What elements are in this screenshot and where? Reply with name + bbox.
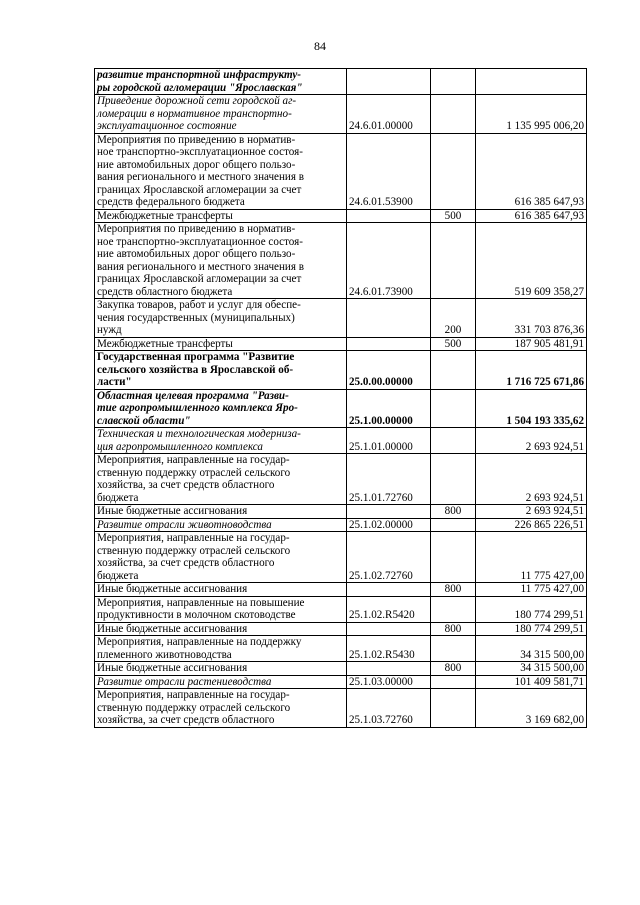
table-row: [95, 351, 587, 390]
row-name: [95, 636, 347, 662]
page-number: 84: [314, 39, 326, 53]
row-expense-type: [431, 223, 476, 299]
row-name: [95, 223, 347, 299]
row-expense-type: [431, 69, 476, 95]
row-expense-type: [431, 675, 476, 689]
row-name-line: славской области": [97, 414, 191, 427]
row-name-line: Иные бюджетные ассигнования: [97, 583, 248, 595]
row-name-line: вания регионального и местного значения в: [97, 260, 304, 273]
row-name-line: чения государственных (муниципальных): [97, 311, 295, 324]
row-code: 25.1.01.72760: [347, 454, 431, 505]
row-name: [95, 428, 347, 454]
row-name: [95, 675, 347, 689]
row-name-line: Развитие отрасли растениеводства: [97, 675, 272, 688]
table-row: [95, 505, 587, 519]
table-row: [95, 622, 587, 636]
row-name-line: сельского хозяйства в Ярославской об-: [97, 363, 294, 376]
row-code: 24.6.01.53900: [347, 133, 431, 209]
row-code: [347, 662, 431, 676]
row-name: [95, 299, 347, 338]
row-name-line: Мероприятия по приведению в норматив-: [97, 133, 296, 146]
row-name-line: Иные бюджетные ассигнования: [97, 622, 248, 635]
table-row: [95, 337, 587, 351]
row-expense-type: [431, 636, 476, 662]
row-name: [95, 351, 347, 390]
row-expense-type: 800: [431, 662, 476, 676]
row-name-line: Областная целевая программа "Разви-: [97, 389, 289, 402]
row-amount: 2 693 924,51: [476, 454, 587, 505]
row-name: [95, 596, 347, 622]
row-amount: 2 693 924,51: [476, 428, 587, 454]
row-name-line: Мероприятия, направленные на государ-: [97, 532, 290, 544]
row-amount: 1 716 725 671,86: [476, 351, 587, 390]
table-row: [95, 518, 587, 532]
row-expense-type: [431, 689, 476, 728]
row-amount: 1 135 995 006,20: [476, 95, 587, 134]
row-expense-type: 800: [431, 583, 476, 597]
row-name-line: ция агропромышленного комплекса: [97, 440, 263, 453]
row-code: 25.1.02.00000: [347, 518, 431, 532]
row-code: [347, 209, 431, 223]
row-name-line: хозяйства, за счет средств областного: [97, 557, 275, 569]
row-name-line: Межбюджетные трансферты: [97, 337, 233, 350]
row-name: [95, 583, 347, 597]
row-name-line: вания регионального и местного значения в: [97, 171, 304, 183]
row-name-line: развитие транспортной инфраструкту-: [97, 69, 301, 81]
row-name-line: племенного животноводства: [97, 648, 232, 661]
row-name: [95, 389, 347, 428]
table-row: [95, 636, 587, 662]
row-expense-type: [431, 351, 476, 390]
row-name-line: Мероприятия, направленные на поддержку: [97, 636, 302, 648]
row-amount: 2 693 924,51: [476, 505, 587, 519]
row-name: [95, 532, 347, 583]
row-name-line: ние автомобильных дорог общего пользо-: [97, 158, 296, 171]
budget-table: [94, 68, 587, 728]
row-name-line: хозяйства, за счет средств областного: [97, 479, 275, 491]
row-amount: 3 169 682,00: [476, 689, 587, 728]
row-code: 24.6.01.73900: [347, 223, 431, 299]
row-code: 25.1.02.R5430: [347, 636, 431, 662]
row-name-line: хозяйства, за счет средств областного: [97, 714, 275, 726]
row-code: 25.1.00.00000: [347, 389, 431, 428]
row-code: 25.1.03.72760: [347, 689, 431, 728]
row-name: [95, 69, 347, 95]
table-row: [95, 454, 587, 505]
row-amount: 180 774 299,51: [476, 622, 587, 636]
row-name-line: границах Ярославской агломерации за счет: [97, 273, 302, 285]
table-row: [95, 209, 587, 223]
row-code: [347, 505, 431, 519]
row-name-line: Межбюджетные трансферты: [97, 209, 233, 222]
table-row: [95, 223, 587, 299]
row-expense-type: [431, 532, 476, 583]
row-expense-type: [431, 428, 476, 454]
row-code: 24.6.01.00000: [347, 95, 431, 134]
table-row: [95, 532, 587, 583]
row-expense-type: [431, 389, 476, 428]
table-row: [95, 596, 587, 622]
row-name: [95, 662, 347, 676]
row-name-line: продуктивности в молочном скотоводстве: [97, 609, 296, 621]
row-amount: 331 703 876,36: [476, 299, 587, 338]
table-row: [95, 428, 587, 454]
row-amount: 11 775 427,00: [476, 583, 587, 597]
row-code: 25.1.01.00000: [347, 428, 431, 454]
row-code: 25.1.02.72760: [347, 532, 431, 583]
row-code: [347, 337, 431, 351]
table-row: [95, 675, 587, 689]
row-name-line: ломерации в нормативное транспортно-: [97, 107, 292, 120]
row-name-line: Мероприятия, направленные на повышение: [97, 596, 305, 609]
row-amount: 34 315 500,00: [476, 636, 587, 662]
row-name-line: тие агропромышленного комплекса Яро-: [97, 402, 298, 414]
row-name-line: ное транспортно-эксплуатационное состоя-: [97, 146, 303, 158]
row-name-line: бюджета: [97, 491, 139, 504]
row-name-line: ры городской агломерации "Ярославская": [97, 81, 303, 94]
row-name-line: Иные бюджетные ассигнования: [97, 662, 248, 674]
row-expense-type: [431, 454, 476, 505]
row-amount: 101 409 581,71: [476, 675, 587, 689]
row-name: [95, 505, 347, 519]
row-name-line: Иные бюджетные ассигнования: [97, 505, 248, 517]
row-expense-type: [431, 596, 476, 622]
row-expense-type: 200: [431, 299, 476, 338]
row-name: [95, 454, 347, 505]
row-name: [95, 337, 347, 351]
row-amount: 11 775 427,00: [476, 532, 587, 583]
row-code: 25.1.03.00000: [347, 675, 431, 689]
row-code: [347, 583, 431, 597]
row-code: 25.1.02.R5420: [347, 596, 431, 622]
row-amount: 187 905 481,91: [476, 337, 587, 351]
row-amount: 616 385 647,93: [476, 209, 587, 223]
row-name: [95, 133, 347, 209]
budget-table-body: [95, 69, 587, 728]
row-name-line: ние автомобильных дорог общего пользо-: [97, 248, 296, 260]
row-amount: 34 315 500,00: [476, 662, 587, 676]
row-name-line: Развитие отрасли животноводства: [97, 518, 272, 531]
row-expense-type: 500: [431, 209, 476, 223]
row-name-line: средств федерального бюджета: [97, 196, 245, 208]
row-name-line: нужд: [97, 324, 122, 336]
row-name: [95, 518, 347, 532]
row-name-line: ласти": [97, 376, 132, 388]
row-name-line: ственную поддержку отраслей сельского: [97, 701, 291, 714]
row-amount: [476, 69, 587, 95]
table-row: [95, 662, 587, 676]
row-expense-type: 500: [431, 337, 476, 351]
row-name-line: бюджета: [97, 569, 139, 582]
row-amount: 180 774 299,51: [476, 596, 587, 622]
row-name-line: Закупка товаров, работ и услуг для обеспе-: [97, 299, 301, 311]
row-name-line: Мероприятия, направленные на государ-: [97, 454, 290, 466]
row-code: 25.0.00.00000: [347, 351, 431, 390]
table-row: [95, 389, 587, 428]
row-name-line: эксплуатационное состояние: [97, 120, 237, 132]
table-row: [95, 95, 587, 134]
row-amount: 519 609 358,27: [476, 223, 587, 299]
row-name-line: средств областного бюджета: [97, 285, 233, 298]
row-amount: 1 504 193 335,62: [476, 389, 587, 428]
row-name-line: ственную поддержку отраслей сельского: [97, 544, 291, 557]
row-amount: 616 385 647,93: [476, 133, 587, 209]
row-expense-type: [431, 133, 476, 209]
row-expense-type: 800: [431, 505, 476, 519]
row-name: [95, 622, 347, 636]
row-name: [95, 689, 347, 728]
row-amount: 226 865 226,51: [476, 518, 587, 532]
row-name-line: Техническая и технологическая модерниза-: [97, 428, 301, 440]
table-row: [95, 69, 587, 95]
table-row: [95, 689, 587, 728]
table-row: [95, 583, 587, 597]
row-name: [95, 209, 347, 223]
row-expense-type: 800: [431, 622, 476, 636]
row-code: [347, 299, 431, 338]
row-expense-type: [431, 518, 476, 532]
row-name-line: Мероприятия по приведению в норматив-: [97, 223, 296, 235]
row-name-line: Приведение дорожной сети городской аг-: [97, 95, 297, 107]
row-code: [347, 69, 431, 95]
row-expense-type: [431, 95, 476, 134]
row-name-line: Мероприятия, направленные на государ-: [97, 689, 290, 701]
row-name: [95, 95, 347, 134]
row-name-line: границах Ярославской агломерации за счет: [97, 183, 302, 196]
row-name-line: ное транспортно-эксплуатационное состоя-: [97, 235, 303, 248]
table-row: [95, 299, 587, 338]
row-name-line: ственную поддержку отраслей сельского: [97, 466, 291, 479]
table-row: [95, 133, 587, 209]
row-name-line: Государственная программа "Развитие: [97, 351, 295, 363]
row-code: [347, 622, 431, 636]
